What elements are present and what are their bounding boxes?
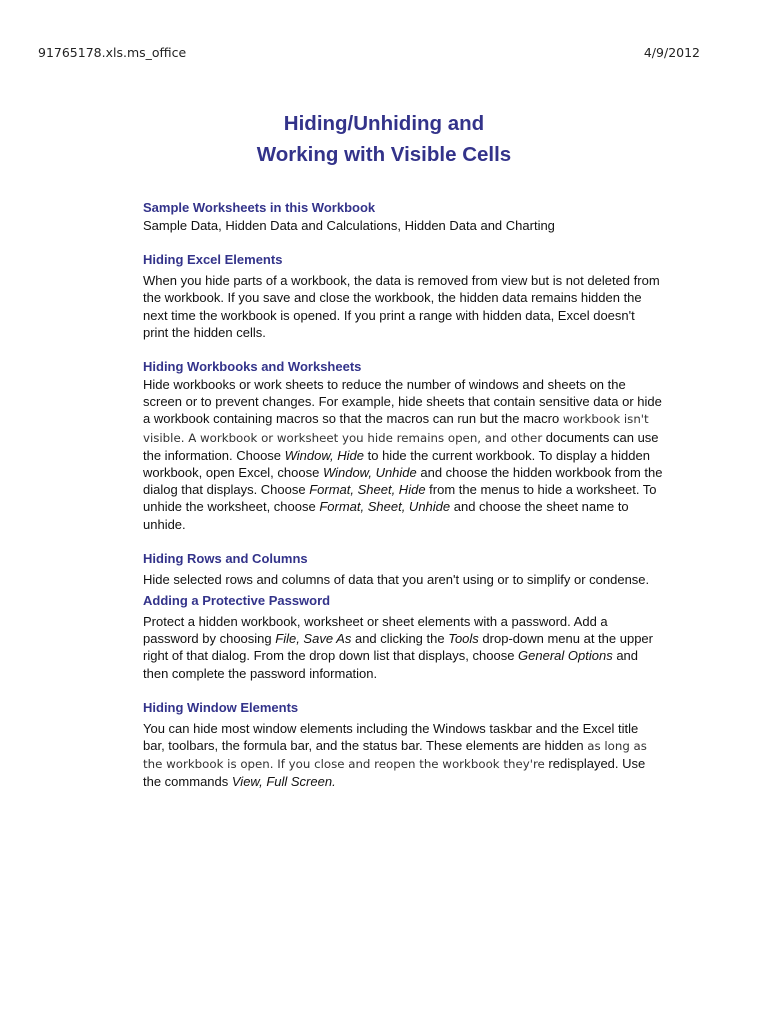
menu-command: View, Full Screen. <box>231 774 336 790</box>
body-text: Protect a hidden workbook, worksheet or sheet elements with a password. Add a password by choosing <box>143 614 608 647</box>
menu-command: General Options <box>518 648 613 664</box>
page-title-line-1: Hiding/Unhiding and <box>283 112 485 135</box>
body-text: from the menus to hide a worksheet. To unhide the worksheet, choose <box>143 482 657 515</box>
body-text: and then complete the password information. <box>143 648 639 681</box>
body-text: and choose the sheet name to unhide. <box>143 499 629 532</box>
section-heading: Hiding Excel Elements <box>143 252 283 268</box>
body-text: documents can use the information. Choose <box>143 429 659 463</box>
section-heading: Hiding Window Elements <box>143 699 299 715</box>
menu-command: File, Save As <box>275 631 352 647</box>
menu-command: Window, Unhide <box>322 465 417 481</box>
body-text: Hide workbooks or work sheets to reduce the number of windows and sheets on the screen or to prevent changes. For example, hide sheets that contain sensitive data or hide a workbook containing macros so that the macros can run but the macro <box>143 377 662 427</box>
section-heading: Sample Worksheets in this Workbook <box>143 200 376 215</box>
body-text: and choose the hidden workbook from the dialog that displays. Choose <box>143 465 663 498</box>
body-text: to hide the current workbook. To display a hidden workbook, open Excel, choose <box>143 447 650 481</box>
body-text: and clicking the <box>351 631 449 647</box>
body-text: You can hide most window elements including the Windows taskbar and the Excel title bar, toolbars, the formula bar, and the status bar. These elements are hidden <box>143 720 639 754</box>
body-text: drop-down menu at the upper right of that dialog. From the drop down list that displays, choose <box>143 631 653 664</box>
body-text: redisplayed. Use the commands <box>143 756 646 790</box>
section-body <box>143 376 663 533</box>
section-hiding-excel-elements <box>143 251 663 341</box>
section-hiding-workbooks <box>143 358 663 533</box>
page-title-line-2: Working with Visible Cells <box>256 143 512 166</box>
menu-command: Window, Hide <box>284 447 365 463</box>
document-body <box>143 199 663 808</box>
section-body: When you hide parts of a workbook, the data is removed from view but is not deleted from the workbook. If you save and close the workbook, the hidden data remains hidden the next time the workbook is opened. If you print a range with hidden data, Excel doesn't print the hidden cells. <box>143 273 660 340</box>
section-heading: Hiding Workbooks and Worksheets <box>143 359 362 375</box>
body-text: as long as the workbook is open. If you close and reopen the workbook they're <box>143 739 647 772</box>
menu-command: Tools <box>448 631 479 647</box>
menu-command: Format, Sheet, Unhide <box>319 499 451 515</box>
section-hiding-rows-columns <box>143 550 663 588</box>
section-heading: Hiding Rows and Columns <box>143 550 308 566</box>
menu-command: Format, Sheet, Hide <box>309 482 426 498</box>
section-body: Sample Data, Hidden Data and Calculations, Hidden Data and Charting <box>143 218 555 233</box>
body-text: workbook isn't visible. A workbook or worksheet you hide remains open, and other <box>143 412 649 445</box>
section-body: Hide selected rows and columns of data that you aren't using or to simplify or condense. <box>143 571 650 587</box>
document-filename: 91765178.xls.ms_office <box>38 45 187 60</box>
section-sample-worksheets <box>143 199 663 234</box>
section-hiding-window-elements <box>143 699 663 791</box>
section-body <box>143 613 663 682</box>
section-body <box>143 720 663 791</box>
document-date: 4/9/2012 <box>643 45 700 60</box>
section-heading: Adding a Protective Password <box>143 593 331 609</box>
section-protective-password <box>143 592 663 682</box>
